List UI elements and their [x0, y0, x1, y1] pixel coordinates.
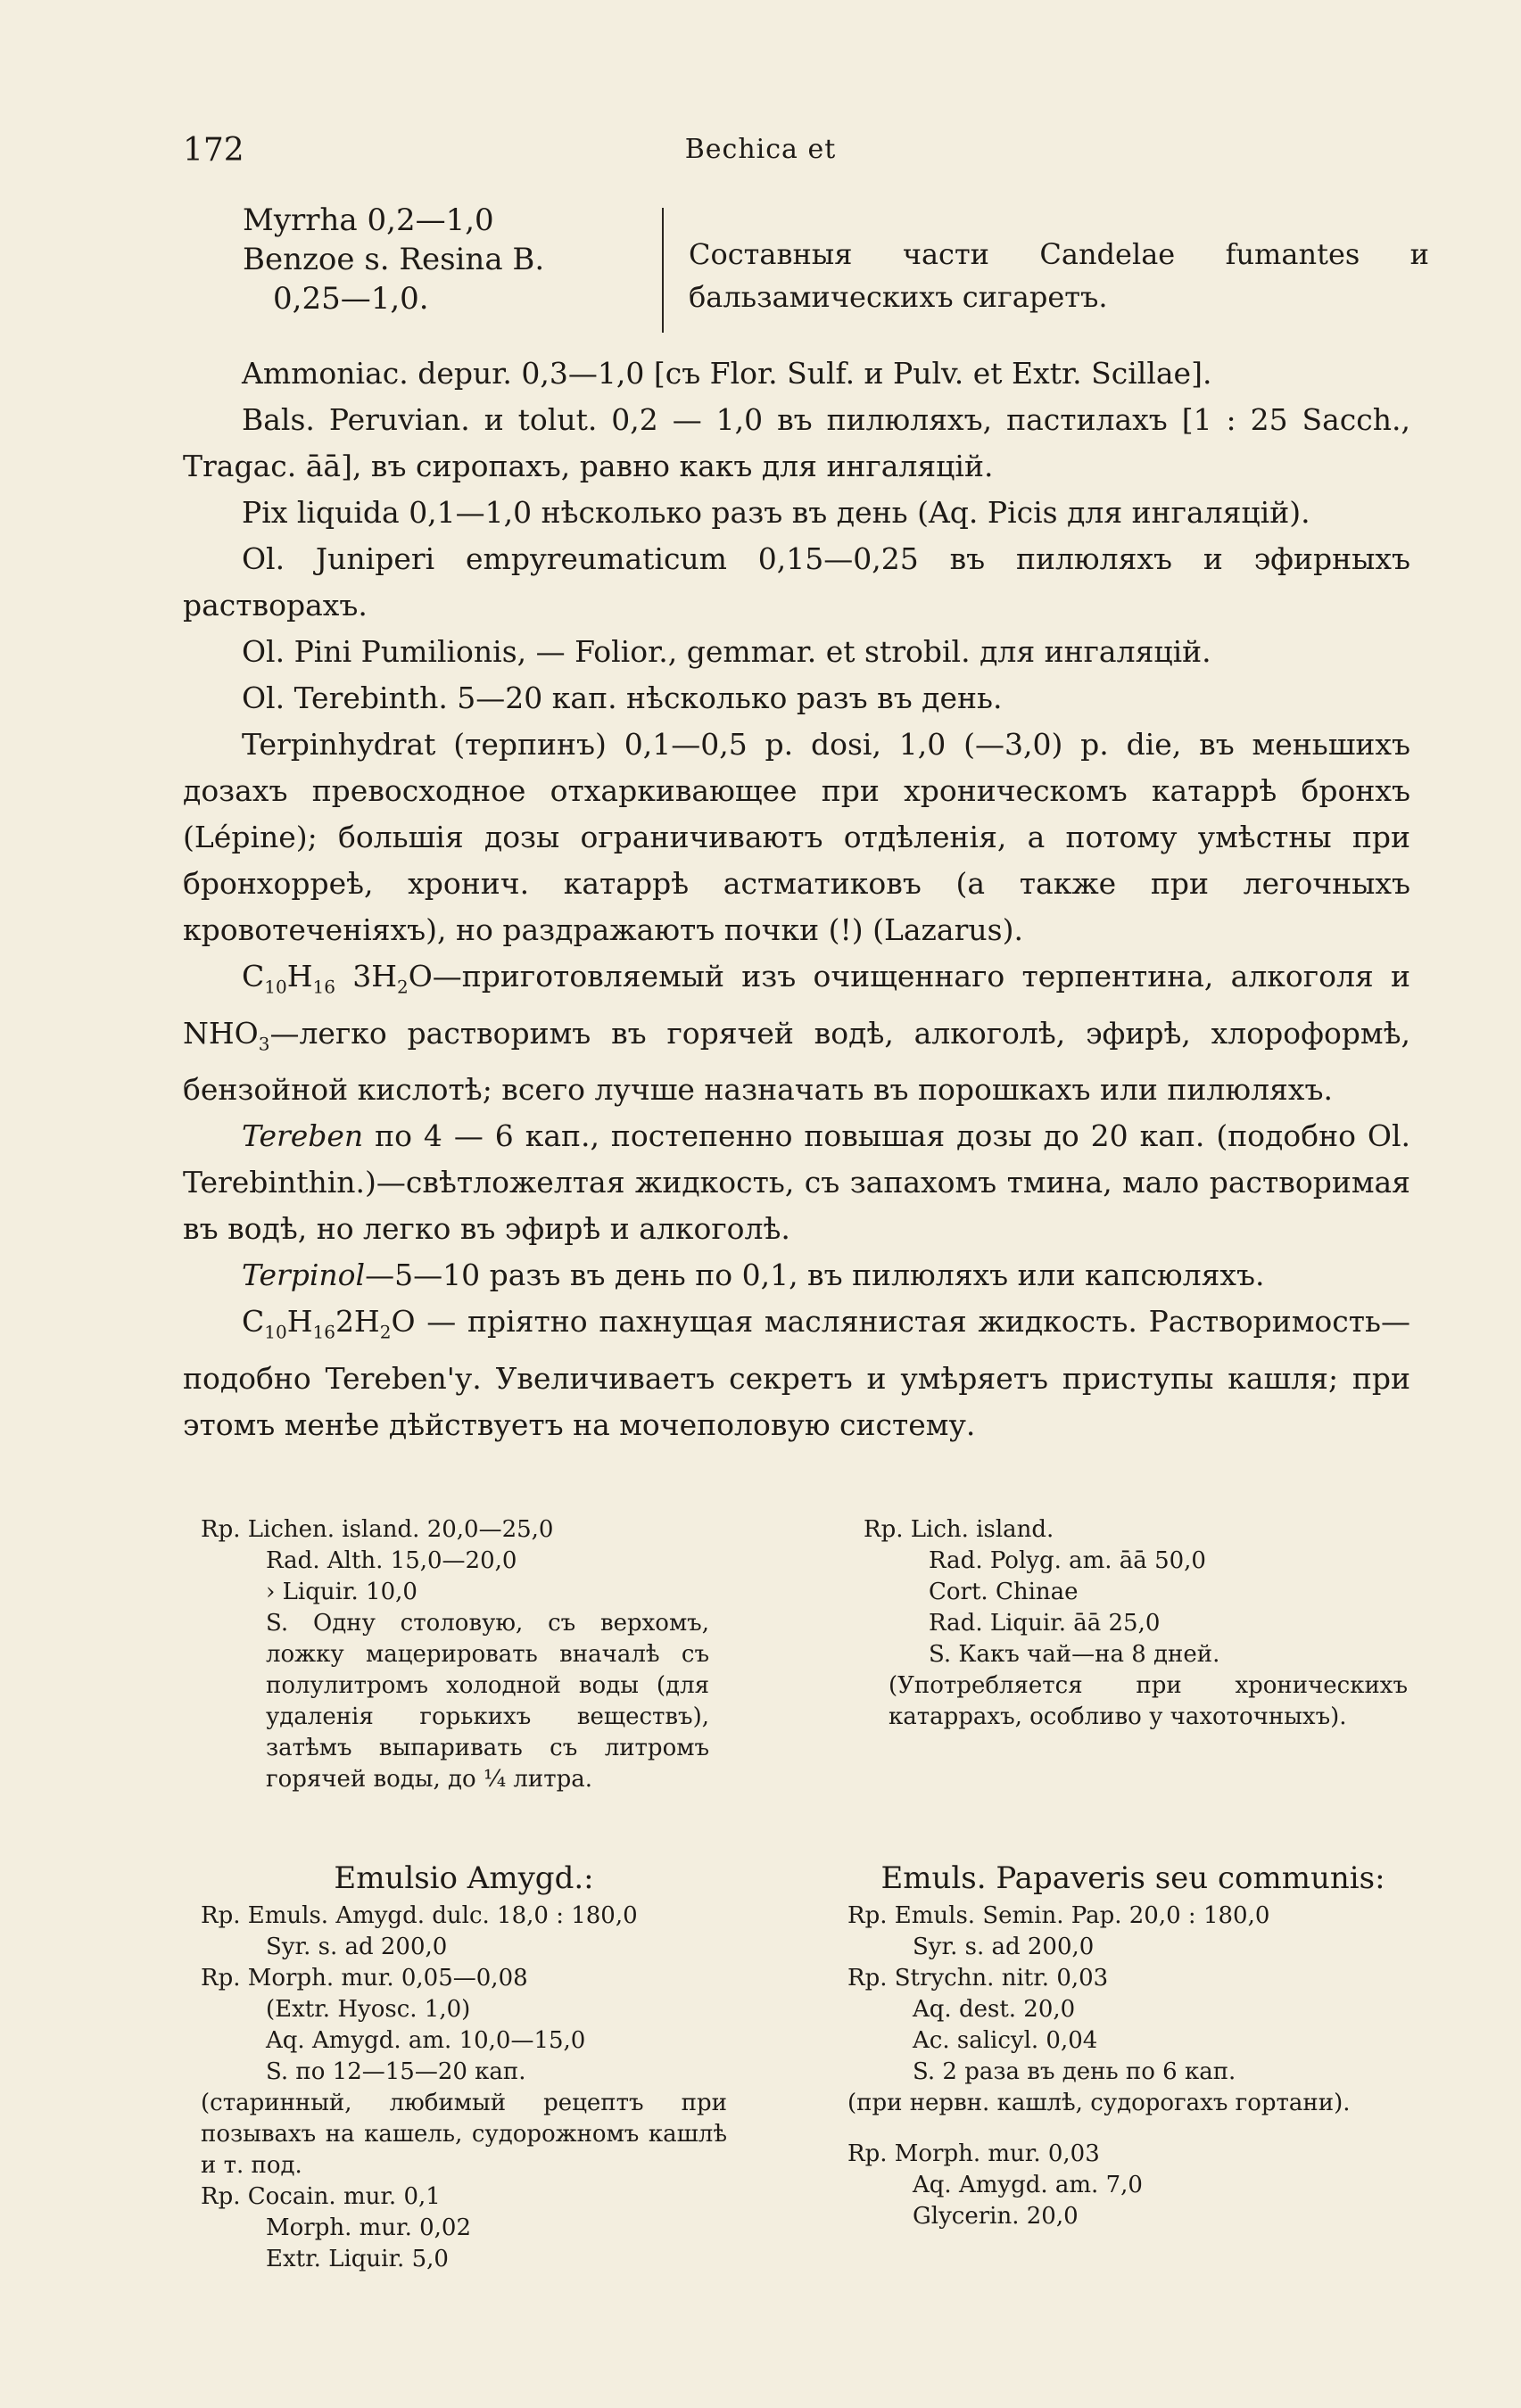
prescription-lichen-2: [864, 1514, 1408, 1733]
rx-line: Rp. Lich. island.: [864, 1516, 1054, 1543]
rx-line: Rp. Emuls. Semin. Pap. 20,0 : 180,0: [847, 1902, 1270, 1929]
rx-note: (при нервн. кашлѣ, судорогахъ гортани).: [847, 2090, 1351, 2116]
rx-line: Rad. Liquir. āā 25,0: [929, 1610, 1161, 1637]
formula-paragraph: $C_{10}H_{16}$ $3H_2O—приготовляемый$ изъ очищеннаго терпентина, алкоголя и $NHO_3—легко$ растворимъ въ горячей водѣ, алкоголѣ, эфирѣ, хлороформѣ, бензойной кислотѣ; всего лучше назначать въ порошкахъ или пилюляхъ.: [183, 959, 1410, 1108]
brace-right-text: [689, 233, 1429, 318]
paragraph: Ammoniac. depur. 0,3—1,0 [съ Flor. Sulf. и Pulv. et Extr. Scillae].: [242, 356, 1212, 391]
rx-line: Rp. Morph. mur. 0,05—0,08: [201, 1965, 528, 1992]
main-text: [183, 350, 1410, 1448]
rx-line: Rp. Lichen. island. 20,0—25,0: [201, 1516, 554, 1543]
brace-symbol: [662, 208, 671, 333]
brace-right-line: Составныя части Candelae fumantes и: [689, 237, 1429, 271]
paragraph: Bals. Peruvian. и tolut. 0,2 — 1,0 въ пилюляхъ, пастилахъ [1 : 25 Sacch., Tragac. āā], въ сиропахъ, равно какъ для ингаляцій.: [183, 402, 1410, 483]
paragraph: Terpinhydrat (терпинъ) 0,1—0,5 p. dosi, 1,0 (—3,0) p. die, въ меньшихъ дозахъ превосходное отхаркивающее при хроническомъ катаррѣ бронхъ (Lépine); большія дозы ограничиваютъ отдѣленія, а потому умѣстны при бронхорреѣ, хронич. катаррѣ астматиковъ (а также при легочныхъ кровотеченіяхъ), но раздражаютъ почки (!) (Lazarus).: [183, 727, 1410, 947]
paragraph: Ol. Pini Pumilionis, — Folior., gemmar. et strobil. для ингаляцій.: [242, 634, 1211, 669]
rx-line: Syr. s. ad 200,0: [913, 1934, 1095, 1960]
rx-line: (Extr. Hyosc. 1,0): [266, 1996, 471, 2023]
rx-line: Rad. Alth. 15,0—20,0: [266, 1547, 517, 1574]
rx-line: Rad. Polyg. am. āā 50,0: [929, 1547, 1206, 1574]
terpinol-paragraph: Terpinol—5—10 разъ въ день по 0,1, въ пилюляхъ или капсюляхъ.: [242, 1258, 1265, 1293]
rx-line: S. Какъ чай—на 8 дней.: [929, 1641, 1220, 1668]
rx-line: Rp. Morph. mur. 0,03: [847, 2140, 1100, 2167]
rx-line: Ac. salicyl. 0,04: [913, 2027, 1098, 2054]
rx-line: Morph. mur. 0,02: [266, 2214, 472, 2241]
rx-line: S. 2 раза въ день по 6 кап.: [913, 2058, 1236, 2085]
page-number: 172: [183, 132, 244, 169]
rx-note: (Употребляется при хроническихъ катаррахъ, особливо у чахоточныхъ).: [889, 1672, 1408, 1730]
rx-line: S. по 12—15—20 кап.: [266, 2058, 526, 2085]
rx-line: Cort. Chinae: [929, 1579, 1079, 1605]
rx-line: Aq. Amygd. am. 10,0—15,0: [266, 2027, 586, 2054]
running-title: Bechica et: [684, 134, 837, 165]
prescription-lichen-1: [201, 1514, 709, 1795]
section-title: Emuls. Papaveris seu communis:: [880, 1860, 1385, 1896]
brace-group: [243, 201, 1429, 334]
rx-line: Aq. Amygd. am. 7,0: [913, 2172, 1143, 2198]
drug-name: Terpinol: [242, 1258, 366, 1293]
rx-line: Aq. dest. 20,0: [913, 1996, 1076, 2023]
drug-name: Tereben: [242, 1118, 364, 1154]
rx-line: Syr. s. ad 200,0: [266, 1934, 448, 1960]
rx-line: › Liquir. 10,0: [266, 1579, 417, 1605]
section-emuls-papaveris: [847, 1856, 1418, 2232]
brace-left-line: Benzoe s. Resina B.: [243, 242, 545, 277]
tereben-paragraph: Tereben по 4 — 6 кап., постепенно повышая дозы до 20 кап. (подобно Ol. Terebinthin.)—свѣтложелтая жидкость, съ запахомъ тмина, мало растворимая въ водѣ, но легко въ эфирѣ и алкоголѣ.: [183, 1118, 1410, 1247]
rx-line: Rp. Cocain. mur. 0,1: [201, 2183, 441, 2210]
section-title: Emulsio Amygd.:: [334, 1860, 594, 1896]
rx-line: Glycerin. 20,0: [913, 2203, 1079, 2230]
brace-right-line: бальзамическихъ сигаретъ.: [689, 280, 1108, 314]
paragraph: Ol. Juniperi empyreumaticum 0,15—0,25 въ пилюляхъ и эфирныхъ растворахъ.: [183, 541, 1410, 623]
section-emulsio-amygd: [201, 1856, 727, 2275]
rx-line: Extr. Liquir. 5,0: [266, 2246, 449, 2272]
paragraph: Ol. Terebinth. 5—20 кап. нѣсколько разъ въ день.: [242, 680, 1003, 715]
brace-left-line: 0,25—1,0.: [273, 281, 429, 317]
paragraph: Pix liquida 0,1—1,0 нѣсколько разъ въ день (Aq. Picis для ингаляцій).: [242, 495, 1310, 530]
rx-note: (старинный, любимый рецептъ при позывахъ на кашель, судорожномъ кашлѣ и т. под.: [201, 2090, 727, 2179]
formula-paragraph: $C_{10}H_{16}2H_2O$ — пріятно пахнущая маслянистая жидкость. Растворимость—подобно Tereben'у. Увеличиваетъ секретъ и умѣряетъ приступы кашля; при этомъ менѣе дѣйствуетъ на мочеполовую систему.: [183, 1304, 1410, 1442]
rx-note: S. Одну столовую, съ верхомъ, ложку мацерировать вначалѣ съ полулитромъ холодной воды (для удаленія горькихъ веществъ), затѣмъ выпаривать съ литромъ горячей воды, до ¼ литра.: [266, 1610, 709, 1793]
rx-line: Rp. Emuls. Amygd. dulc. 18,0 : 180,0: [201, 1902, 638, 1929]
rx-line: Rp. Strychn. nitr. 0,03: [847, 1965, 1109, 1992]
brace-left-line: Myrrha 0,2—1,0: [243, 202, 494, 238]
brace-left-list: [243, 201, 544, 318]
